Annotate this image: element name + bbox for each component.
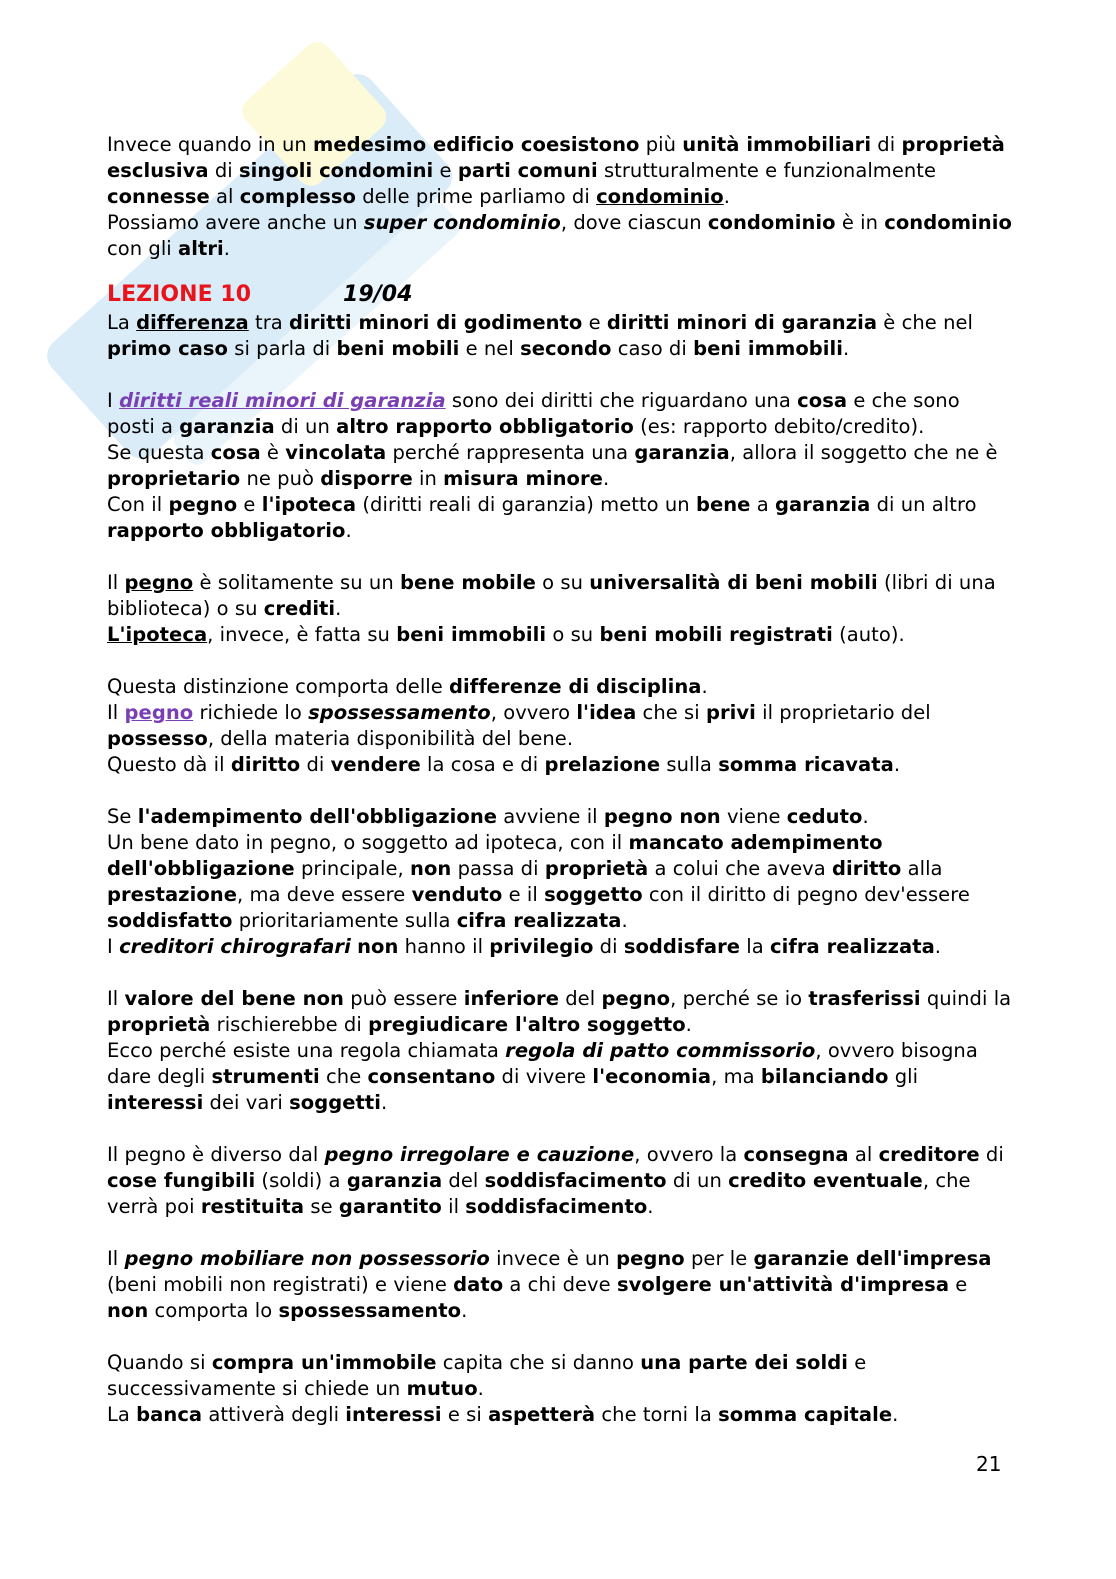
text-run: .	[345, 519, 352, 542]
emphasized-text: disporre	[320, 467, 413, 490]
emphasized-text: non	[107, 1299, 149, 1322]
emphasized-text: privi	[705, 701, 756, 724]
lesson-heading	[107, 280, 1012, 310]
emphasized-text: banca	[136, 1403, 203, 1426]
text-run: rischierebbe di	[210, 1013, 369, 1036]
text-run: che	[319, 1065, 368, 1088]
text-run: .	[685, 1013, 692, 1036]
emphasized-text: creditori chirografari	[119, 935, 351, 958]
emphasized-text: spossessamento	[308, 701, 491, 724]
text-run: delle prime parliamo di	[355, 185, 597, 208]
emphasized-text: soddisfacimento	[465, 1195, 648, 1218]
text-run: di	[208, 159, 239, 182]
emphasized-text: bene mobile	[400, 571, 536, 594]
text-run: di	[871, 133, 902, 156]
paragraph	[107, 674, 1012, 778]
emphasized-text: soddisfacimento	[484, 1169, 667, 1192]
emphasized-text: beni immobili	[396, 623, 547, 646]
text-run: , ovvero bisogna dare degli	[107, 1039, 978, 1088]
paragraph	[107, 310, 1012, 362]
text-run: può essere	[343, 987, 464, 1010]
text-run: è che nel	[877, 311, 974, 334]
text-run: alla	[901, 857, 943, 880]
text-run: dei vari	[203, 1091, 290, 1114]
emphasized-text: complesso	[239, 185, 356, 208]
emphasized-text: non	[357, 935, 399, 958]
text-run: a chi deve	[503, 1273, 617, 1296]
emphasized-text: garanzia	[774, 493, 871, 516]
emphasized-text: condominio	[707, 211, 836, 234]
emphasized-text: crediti	[263, 597, 336, 620]
emphasized-text: garanzia	[634, 441, 730, 464]
emphasized-text: beni immobili	[693, 337, 843, 360]
emphasized-text: differenza	[136, 311, 249, 334]
text-run: .	[701, 675, 708, 698]
emphasized-text: secondo	[520, 337, 612, 360]
text-run: con il diritto di pegno dev'essere	[642, 883, 970, 906]
lesson-date: 19/04	[343, 282, 413, 307]
text-run: del	[559, 987, 602, 1010]
emphasized-text: consentano	[367, 1065, 496, 1088]
emphasized-text: pregiudicare l'altro soggetto	[368, 1013, 686, 1036]
text-run: richiede lo	[193, 701, 309, 724]
emphasized-text: soggetto	[544, 883, 643, 906]
emphasized-text: possesso	[107, 727, 208, 750]
text-run: I	[107, 389, 120, 412]
emphasized-text: pegno	[601, 987, 671, 1010]
emphasized-text: altri	[178, 237, 224, 260]
paragraph	[107, 570, 1012, 648]
text-run: .	[893, 753, 901, 776]
emphasized-text: dato	[453, 1273, 504, 1296]
text-run: e il	[502, 883, 545, 906]
emphasized-text: cifra realizzata	[769, 935, 935, 958]
text-run: Quando si	[107, 1351, 212, 1374]
text-run: Se	[107, 805, 138, 828]
paragraph	[107, 388, 1012, 544]
emphasized-text: cosa	[210, 441, 261, 464]
emphasized-text: l'adempimento dell'obbligazione	[137, 805, 498, 828]
emphasized-text: diritto	[832, 857, 902, 880]
emphasized-text: restituita	[200, 1195, 305, 1218]
emphasized-text: compra un'immobile	[211, 1351, 437, 1374]
text-run: , ovvero	[490, 701, 577, 724]
emphasized-text: soggetti	[289, 1091, 381, 1114]
text-run: è solitamente su un	[193, 571, 400, 594]
text-run: al	[848, 1143, 879, 1166]
text-run: , della materia disponibilità del bene.	[207, 727, 574, 750]
text-run: e	[582, 311, 607, 334]
text-run: più	[639, 133, 683, 156]
emphasized-text: pegno non	[603, 805, 721, 828]
emphasized-text: vendere	[330, 753, 421, 776]
text-run: Il	[107, 571, 125, 594]
emphasized-text: strumenti	[211, 1065, 320, 1088]
text-run: hanno il	[398, 935, 490, 958]
text-run: viene	[720, 805, 787, 828]
text-run: sono dei diritti che riguardano una	[445, 389, 798, 412]
emphasized-text: spossessamento	[278, 1299, 462, 1322]
text-run: (beni mobili non registrati) e viene	[107, 1273, 454, 1296]
emphasized-text: garanzie dell'impresa	[753, 1247, 992, 1270]
emphasized-text: una parte dei soldi	[640, 1351, 848, 1374]
emphasized-text: aspetterà	[488, 1403, 596, 1426]
emphasized-text: medesimo edificio coesistono	[313, 133, 640, 156]
text-run: .	[934, 935, 942, 958]
text-run: di un altro	[870, 493, 977, 516]
text-run: attiverà degli	[202, 1403, 346, 1426]
text-run: la cosa e di	[420, 753, 545, 776]
text-run: comporta lo	[148, 1299, 279, 1322]
text-run: (diritti reali di garanzia) metto un	[356, 493, 696, 516]
emphasized-text: primo caso	[107, 337, 228, 360]
text-run: e	[237, 493, 262, 516]
text-run: in	[412, 467, 444, 490]
text-run: il	[441, 1195, 466, 1218]
emphasized-text: proprietà esclusiva	[107, 133, 1005, 182]
text-run: , dove ciascun	[560, 211, 708, 234]
text-run: che si	[636, 701, 706, 724]
text-run: .	[647, 1195, 654, 1218]
text-run: avviene il	[497, 805, 604, 828]
emphasized-text: pegno irregolare e cauzione	[324, 1143, 635, 1166]
paragraph	[107, 986, 1012, 1116]
emphasized-text: proprietà	[107, 1013, 211, 1036]
emphasized-text: garanzia	[346, 1169, 443, 1192]
emphasized-text: l'ipoteca	[261, 493, 357, 516]
text-run: .	[723, 185, 730, 208]
text-run: a	[750, 493, 775, 516]
text-run: Invece quando in un	[107, 133, 314, 156]
text-run: Con il	[107, 493, 169, 516]
emphasized-text: prestazione	[107, 883, 237, 906]
emphasized-text: pegno	[124, 701, 194, 724]
emphasized-text: diritto	[230, 753, 301, 776]
text-run: prioritariamente sulla	[232, 909, 457, 932]
text-run: , ovvero la	[634, 1143, 744, 1166]
text-run: Il	[107, 1247, 125, 1270]
text-run: .	[621, 909, 628, 932]
emphasized-text: unità immobiliari	[682, 133, 872, 156]
text-run: passa di	[451, 857, 545, 880]
text-run: caso di	[611, 337, 694, 360]
text-run: , che verrà poi	[107, 1169, 971, 1218]
text-run: Questo dà il	[107, 753, 231, 776]
text-run: Ecco perché esiste una regola chiamata	[107, 1039, 506, 1062]
emphasized-text: somma capitale	[718, 1403, 893, 1426]
emphasized-text: garantito	[338, 1195, 442, 1218]
text-run: principale,	[294, 857, 411, 880]
text-run: Il	[107, 987, 125, 1010]
emphasized-text: pegno	[124, 571, 194, 594]
emphasized-text: soddisfatto	[107, 909, 233, 932]
emphasized-text: altro rapporto obbligatorio	[336, 415, 634, 438]
emphasized-text: trasferissi	[808, 987, 921, 1010]
text-run: , perché se io	[670, 987, 809, 1010]
text-run: è in	[835, 211, 885, 234]
text-run: ne può	[240, 467, 321, 490]
text-run: (libri di una biblioteca) o su	[107, 571, 996, 620]
text-run: di vivere	[495, 1065, 593, 1088]
emphasized-text: venduto	[411, 883, 503, 906]
text-run: La	[107, 1403, 137, 1426]
text-run: e successivamente si chiede un	[107, 1351, 867, 1400]
text-run: .	[381, 1091, 388, 1114]
text-run: che torni la	[595, 1403, 719, 1426]
lesson-title: LEZIONE 10	[107, 282, 252, 307]
text-run: .	[461, 1299, 468, 1322]
emphasized-text: non	[410, 857, 452, 880]
emphasized-text: bilanciando	[760, 1065, 889, 1088]
text-run: , allora il soggetto che ne è	[729, 441, 998, 464]
text-run: a colui che aveva	[648, 857, 833, 880]
text-run: e	[433, 159, 458, 182]
emphasized-text: parti comuni	[457, 159, 598, 182]
text-run: del	[442, 1169, 485, 1192]
text-run: (soldi) a	[255, 1169, 347, 1192]
emphasized-text: proprietà	[544, 857, 649, 880]
emphasized-text: garanzia	[179, 415, 275, 438]
text-run: .	[843, 337, 850, 360]
text-run: al	[209, 185, 240, 208]
emphasized-text: diritti minori di garanzia	[606, 311, 878, 334]
text-run: e	[949, 1273, 968, 1296]
text-run: Se questa	[107, 441, 211, 464]
emphasized-text: mancato adempimento dell'obbligazione	[107, 831, 883, 880]
emphasized-text: misura minore	[443, 467, 603, 490]
document-body	[107, 132, 1012, 1454]
text-run: o su	[535, 571, 590, 594]
paragraph	[107, 1350, 1012, 1428]
text-run: il proprietario del	[755, 701, 931, 724]
text-run: per le	[684, 1247, 754, 1270]
text-run: gli	[888, 1065, 919, 1088]
text-run: (auto).	[832, 623, 905, 646]
emphasized-text: connesse	[107, 185, 210, 208]
text-run: .	[892, 1403, 899, 1426]
emphasized-text: soddisfare	[623, 935, 741, 958]
emphasized-text: inferiore	[463, 987, 559, 1010]
text-run: capita che si danno	[436, 1351, 641, 1374]
text-run: .	[223, 237, 230, 260]
emphasized-text: somma ricavata	[718, 753, 894, 776]
emphasized-text: cifra realizzata	[456, 909, 622, 932]
emphasized-text: valore del bene non	[124, 987, 344, 1010]
text-run: Il	[107, 701, 125, 724]
emphasized-text: ceduto	[786, 805, 863, 828]
emphasized-text: bene	[695, 493, 751, 516]
text-run: quindi la	[920, 987, 1012, 1010]
paragraph	[107, 132, 1012, 262]
emphasized-text: vincolata	[285, 441, 387, 464]
emphasized-text: proprietario	[107, 467, 241, 490]
emphasized-text: consegna	[743, 1143, 849, 1166]
text-run: di un	[274, 415, 337, 438]
paragraph	[107, 1246, 1012, 1324]
text-run: strutturalmente e funzionalmente	[597, 159, 937, 182]
text-run: di un	[666, 1169, 729, 1192]
text-run: La	[107, 311, 137, 334]
text-run: o su	[546, 623, 600, 646]
text-run: la	[740, 935, 770, 958]
emphasized-text: mutuo	[406, 1377, 478, 1400]
text-run: .	[335, 597, 342, 620]
emphasized-text: singoli condomini	[238, 159, 434, 182]
text-run: se	[304, 1195, 339, 1218]
text-run: Il pegno è diverso dal	[107, 1143, 325, 1166]
text-run: invece è un	[489, 1247, 617, 1270]
emphasized-text: condominio	[884, 211, 1012, 234]
emphasized-text: cosa	[797, 389, 848, 412]
emphasized-text: l'idea	[576, 701, 637, 724]
emphasized-text: credito eventuale	[728, 1169, 923, 1192]
emphasized-text: rapporto obbligatorio	[107, 519, 346, 542]
text-run: di	[979, 1143, 1004, 1166]
text-run: Questa distinzione comporta delle	[107, 675, 450, 698]
text-run: e nel	[459, 337, 521, 360]
paragraph	[107, 804, 1012, 960]
text-run: si parla di	[228, 337, 337, 360]
text-run: , ma deve essere	[236, 883, 412, 906]
text-run: e che sono posti a	[107, 389, 960, 438]
emphasized-text: pegno mobiliare non possessorio	[124, 1247, 490, 1270]
emphasized-text: pegno	[168, 493, 238, 516]
text-run: .	[477, 1377, 484, 1400]
text-run: I	[107, 935, 120, 958]
emphasized-text: pegno	[616, 1247, 685, 1270]
emphasized-text: condominio	[596, 185, 724, 208]
text-run: perché rappresenta una	[386, 441, 635, 464]
text-run: sulla	[660, 753, 719, 776]
text-run: .	[862, 805, 869, 828]
emphasized-text: privilegio	[489, 935, 594, 958]
emphasized-text: prelazione	[544, 753, 661, 776]
page-number: 21	[976, 1452, 1002, 1476]
paragraph	[107, 1142, 1012, 1220]
emphasized-text: interessi	[345, 1403, 442, 1426]
emphasized-text: cose fungibili	[107, 1169, 256, 1192]
emphasized-text: l'economia	[592, 1065, 712, 1088]
text-run: Possiamo avere anche un	[107, 211, 364, 234]
text-run: .	[602, 467, 610, 490]
emphasized-text: universalità di beni mobili	[589, 571, 878, 594]
text-run: Un bene dato in pegno, o soggetto ad ipoteca, con il	[107, 831, 629, 854]
text-run: , ma	[711, 1065, 761, 1088]
text-run: , invece, è fatta su	[207, 623, 397, 646]
emphasized-text: super condominio	[363, 211, 561, 234]
emphasized-text: differenze di disciplina	[449, 675, 702, 698]
emphasized-text: beni mobili registrati	[599, 623, 833, 646]
text-run: di	[593, 935, 624, 958]
text-run: è	[260, 441, 286, 464]
emphasized-text: svolgere un'attività d'impresa	[616, 1273, 950, 1296]
text-run: tra	[248, 311, 290, 334]
emphasized-text: interessi	[107, 1091, 204, 1114]
emphasized-text: diritti reali minori di garanzia	[119, 389, 446, 412]
text-run: (es: rapporto debito/credito).	[633, 415, 925, 438]
text-run: con gli	[107, 237, 179, 260]
text-run: di	[300, 753, 331, 776]
text-run: e si	[441, 1403, 489, 1426]
emphasized-text: L'ipoteca	[107, 623, 208, 646]
emphasized-text: regola di patto commissorio	[505, 1039, 816, 1062]
emphasized-text: diritti minori di godimento	[289, 311, 583, 334]
emphasized-text: beni mobili	[336, 337, 460, 360]
emphasized-text: creditore	[878, 1143, 980, 1166]
